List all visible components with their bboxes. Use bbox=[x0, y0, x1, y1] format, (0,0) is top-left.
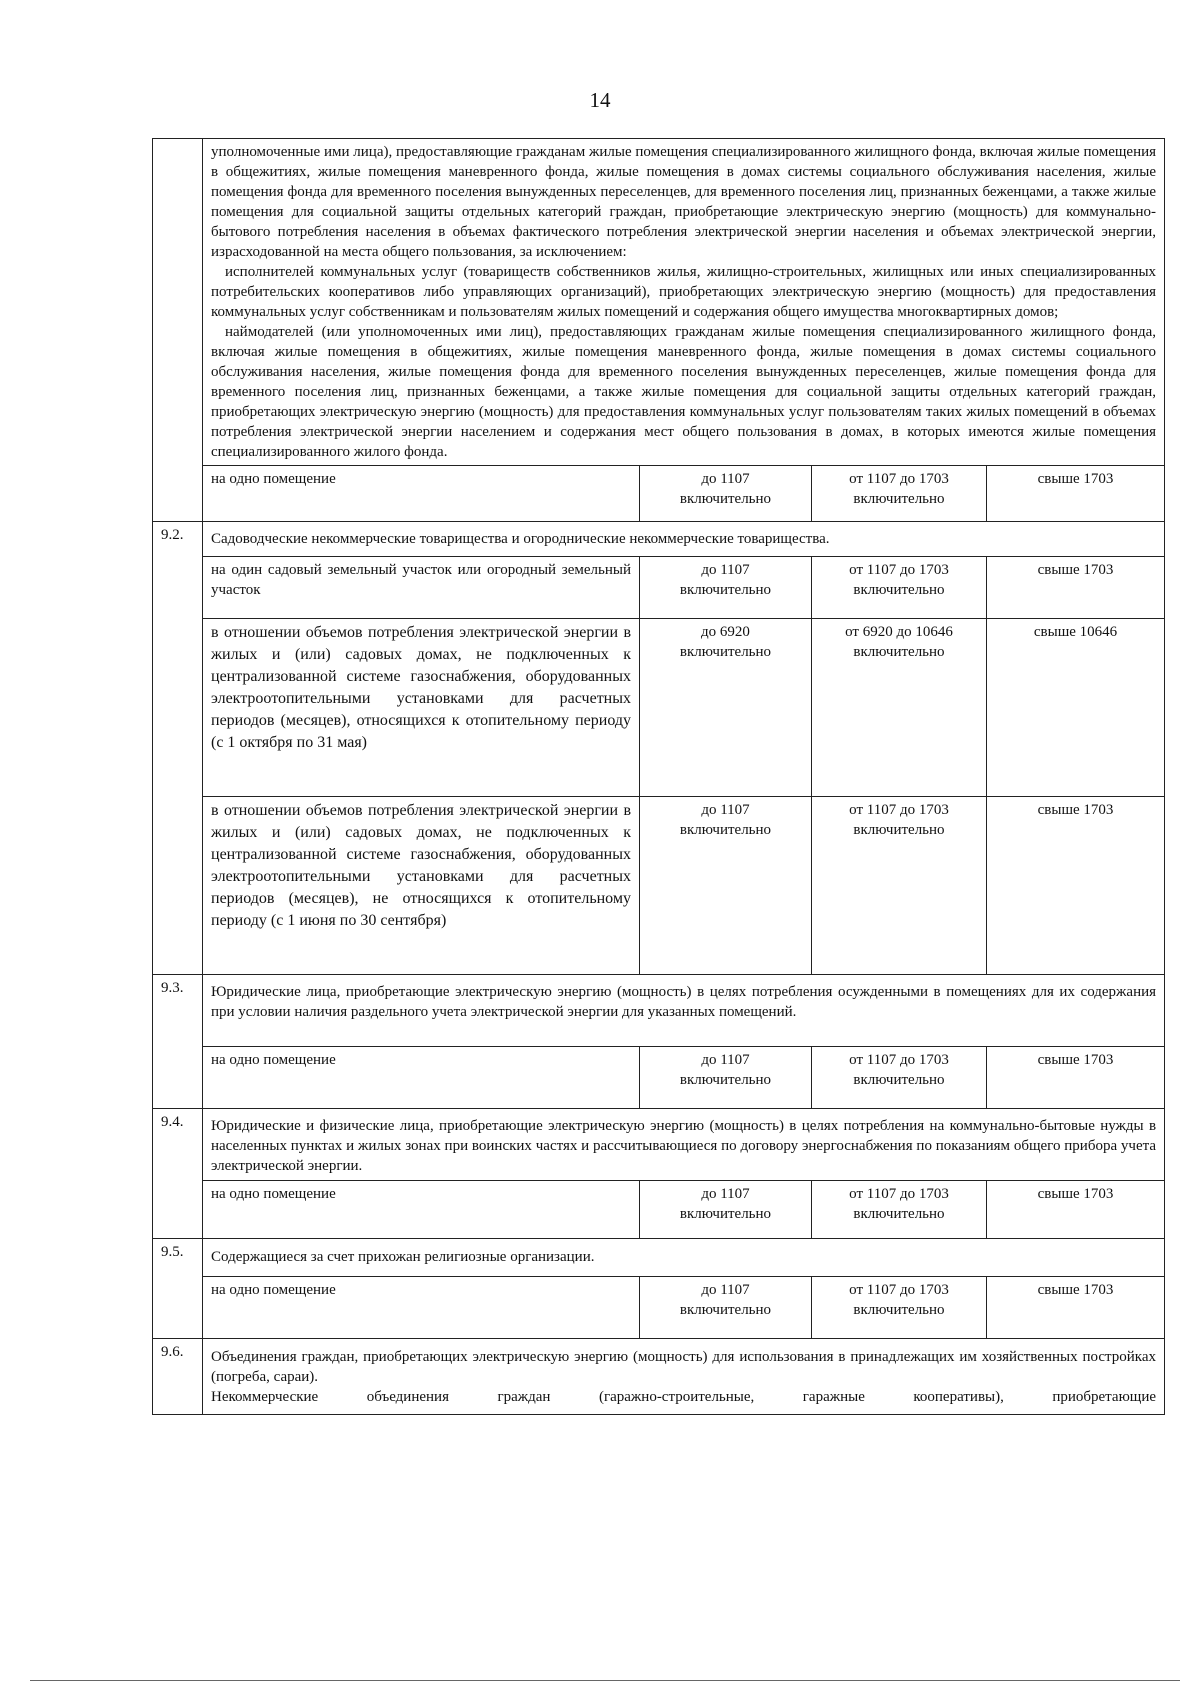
section-heading-line: Объединения граждан, приобретающих электрическую энергию (мощность) для использования в принадлежащих им хозяйственных постройках (погреба, сараи). bbox=[211, 1349, 1157, 1385]
section-9-4-heading-row bbox=[153, 1109, 1165, 1181]
range-low-cell bbox=[640, 619, 812, 797]
range-mid-value: от 1107 до 1703 bbox=[849, 802, 949, 818]
section-heading: Садоводческие некоммерческие товарищества и огороднические некоммерческие товарищества. bbox=[203, 522, 1165, 557]
section-number-cell bbox=[153, 139, 203, 522]
range-high-value: свыше 10646 bbox=[1033, 624, 1118, 640]
section-heading: Юридические и физические лица, приобретающие электрическую энергию (мощность) в целях потребления на коммунально-бытовые нужды в населенных пунктах и жилых зонах при воинских частях и рассчитывающиеся по договору энергоснабжения по показаниям общего прибора учета электрической энергии. bbox=[203, 1109, 1165, 1181]
range-high-value: свыше 1703 bbox=[1037, 1052, 1114, 1068]
range-mid-value: от 1107 до 1703 bbox=[849, 471, 949, 487]
section-heading-line: Некоммерческие объединения граждан (гаражно-строительные, гаражные кооперативы), приобретающие bbox=[211, 1389, 1157, 1405]
range-high-value: свыше 1703 bbox=[1037, 1186, 1114, 1202]
section-heading bbox=[203, 1339, 1165, 1415]
range-mid-cell bbox=[812, 1047, 987, 1109]
range-high-value: свыше 1703 bbox=[1037, 562, 1114, 578]
page-bottom-rule bbox=[30, 1680, 1180, 1681]
section-number: 9.2. bbox=[153, 522, 203, 975]
section-9-2-heading-row bbox=[153, 522, 1165, 557]
range-low-value: до 1107 bbox=[701, 1052, 750, 1068]
range-low-value: до 1107 bbox=[701, 1186, 750, 1202]
range-high-value: свыше 1703 bbox=[1037, 1282, 1114, 1298]
section-number: 9.6. bbox=[153, 1339, 203, 1415]
page-number: 14 bbox=[589, 88, 611, 112]
range-mid-note: включительно bbox=[853, 1206, 945, 1222]
range-mid-note: включительно bbox=[853, 491, 945, 507]
table-row bbox=[153, 557, 1165, 619]
range-low-cell bbox=[640, 1277, 812, 1339]
table-row bbox=[153, 1181, 1165, 1239]
section-9-6-heading-row bbox=[153, 1339, 1165, 1415]
range-mid-cell bbox=[812, 466, 987, 522]
table-row bbox=[153, 797, 1165, 975]
range-high-cell bbox=[987, 466, 1165, 522]
table-row bbox=[153, 466, 1165, 522]
section-9-1-intro-row bbox=[153, 139, 1165, 466]
range-high-cell bbox=[987, 1181, 1165, 1239]
range-low-cell bbox=[640, 1047, 812, 1109]
range-high-cell bbox=[987, 1047, 1165, 1109]
range-low-cell bbox=[640, 466, 812, 522]
range-mid-note: включительно bbox=[853, 1072, 945, 1088]
section-heading: Юридические лица, приобретающие электрическую энергию (мощность) в целях потребления осужденными в помещениях для их содержания при условии наличия раздельного учета электрической энергии для указанных помещений. bbox=[203, 975, 1165, 1047]
range-mid-note: включительно bbox=[853, 644, 945, 660]
range-mid-cell bbox=[812, 1277, 987, 1339]
row-label: в отношении объемов потребления электрической энергии в жилых и (или) садовых домах, не подключенных к централизованной системе газоснабжения, оборудованных электроотопительными установками для расчетных периодов (месяцев), не относящихся к отопительному периоду (с 1 июня по 30 сентября) bbox=[203, 797, 640, 975]
range-mid-note: включительно bbox=[853, 582, 945, 598]
section-number: 9.3. bbox=[153, 975, 203, 1109]
range-low-cell bbox=[640, 797, 812, 975]
section-9-3-heading-row bbox=[153, 975, 1165, 1047]
section-heading: Содержащиеся за счет прихожан религиозные организации. bbox=[203, 1239, 1165, 1277]
range-mid-note: включительно bbox=[853, 1302, 945, 1318]
row-label: на одно помещение bbox=[203, 1047, 640, 1109]
table-row bbox=[153, 619, 1165, 797]
range-low-note: включительно bbox=[679, 1302, 772, 1318]
intro-paragraph: исполнителей коммунальных услуг (товариществ собственников жилья, жилищно-строительных, жилищных или иных специализированных потребительских кооперативов либо управляющих организаций), приобретающих электрическую энергию (мощность) для предоставления коммунальных услуг собственникам и пользователям жилых помещений и содержания общего имущества многоквартирных домов; bbox=[211, 264, 1157, 320]
range-mid-cell bbox=[812, 1181, 987, 1239]
range-high-value: свыше 1703 bbox=[1037, 802, 1114, 818]
range-high-cell bbox=[987, 619, 1165, 797]
row-label: в отношении объемов потребления электрической энергии в жилых и (или) садовых домах, не подключенных к централизованной системе газоснабжения, оборудованных электроотопительными установками для расчетных периодов (месяцев), относящихся к отопительному периоду (с 1 октября по 31 мая) bbox=[203, 619, 640, 797]
table-row bbox=[153, 1277, 1165, 1339]
range-low-cell bbox=[640, 557, 812, 619]
range-low-note: включительно bbox=[679, 822, 772, 838]
range-mid-cell bbox=[812, 619, 987, 797]
range-low-value: до 1107 bbox=[701, 471, 750, 487]
range-low-value: до 1107 bbox=[701, 802, 750, 818]
section-9-5-heading-row bbox=[153, 1239, 1165, 1277]
range-low-value: до 6920 bbox=[701, 624, 750, 640]
range-mid-cell bbox=[812, 557, 987, 619]
intro-paragraph: наймодателей (или уполномоченных ими лиц), предоставляющих гражданам жилые помещения специализированного жилищного фонда, включая жилые помещения в общежитиях, жилые помещения маневренного фонда, жилые помещения в домах системы социального обслуживания населения, жилые помещения фонда для временного поселения вынужденных переселенцев, жилые помещения фонда для временного поселения лиц, признанных беженцами, а также жилые помещения для социальной защиты отдельных категорий граждан, приобретающих электрическую энергию (мощность) для предоставления коммунальных услуг пользователям таких жилых помещений в объемах потребления электрической энергии населением и содержания мест общего пользования в домах, в которых имеются жилые помещения специализированного жилого фонда. bbox=[211, 324, 1157, 460]
tariff-table bbox=[152, 138, 1165, 1415]
intro-paragraph: уполномоченные ими лица), предоставляющие гражданам жилые помещения специализированного жилищного фонда, включая жилые помещения в общежитиях, жилые помещения маневренного фонда, жилые помещения в домах системы социального обслуживания населения, жилые помещения фонда для временного поселения вынужденных переселенцев, для временного поселения лиц, признанных беженцами, а также жилые помещения для социальной защиты отдельных категорий граждан, приобретающие электрическую энергию (мощность) для коммунально-бытового потребления населения в объемах фактического потребления электрической энергии населения и объемах электрической энергии, израсходованной на места общего пользования, за исключением: bbox=[211, 144, 1157, 260]
row-label: на один садовый земельный участок или огородный земельный участок bbox=[203, 557, 640, 619]
range-mid-value: от 1107 до 1703 bbox=[849, 1282, 949, 1298]
range-mid-cell bbox=[812, 797, 987, 975]
range-low-note: включительно bbox=[679, 491, 772, 507]
range-high-cell bbox=[987, 1277, 1165, 1339]
range-mid-value: от 1107 до 1703 bbox=[849, 562, 949, 578]
row-label: на одно помещение bbox=[203, 466, 640, 522]
range-mid-value: от 1107 до 1703 bbox=[849, 1052, 949, 1068]
section-9-1-text bbox=[203, 139, 1165, 466]
range-mid-note: включительно bbox=[853, 822, 945, 838]
range-low-value: до 1107 bbox=[701, 562, 750, 578]
range-low-note: включительно bbox=[679, 1206, 772, 1222]
range-high-cell bbox=[987, 557, 1165, 619]
section-number: 9.5. bbox=[153, 1239, 203, 1339]
row-label: на одно помещение bbox=[203, 1181, 640, 1239]
range-high-value: свыше 1703 bbox=[1037, 471, 1114, 487]
range-low-value: до 1107 bbox=[701, 1282, 750, 1298]
range-mid-value: от 1107 до 1703 bbox=[849, 1186, 949, 1202]
table-row bbox=[153, 1047, 1165, 1109]
range-low-note: включительно bbox=[679, 1072, 772, 1088]
range-mid-value: от 6920 до 10646 bbox=[845, 624, 953, 640]
row-label: на одно помещение bbox=[203, 1277, 640, 1339]
range-high-cell bbox=[987, 797, 1165, 975]
range-low-note: включительно bbox=[679, 582, 772, 598]
range-low-cell bbox=[640, 1181, 812, 1239]
range-low-note: включительно bbox=[679, 644, 772, 660]
section-number: 9.4. bbox=[153, 1109, 203, 1239]
